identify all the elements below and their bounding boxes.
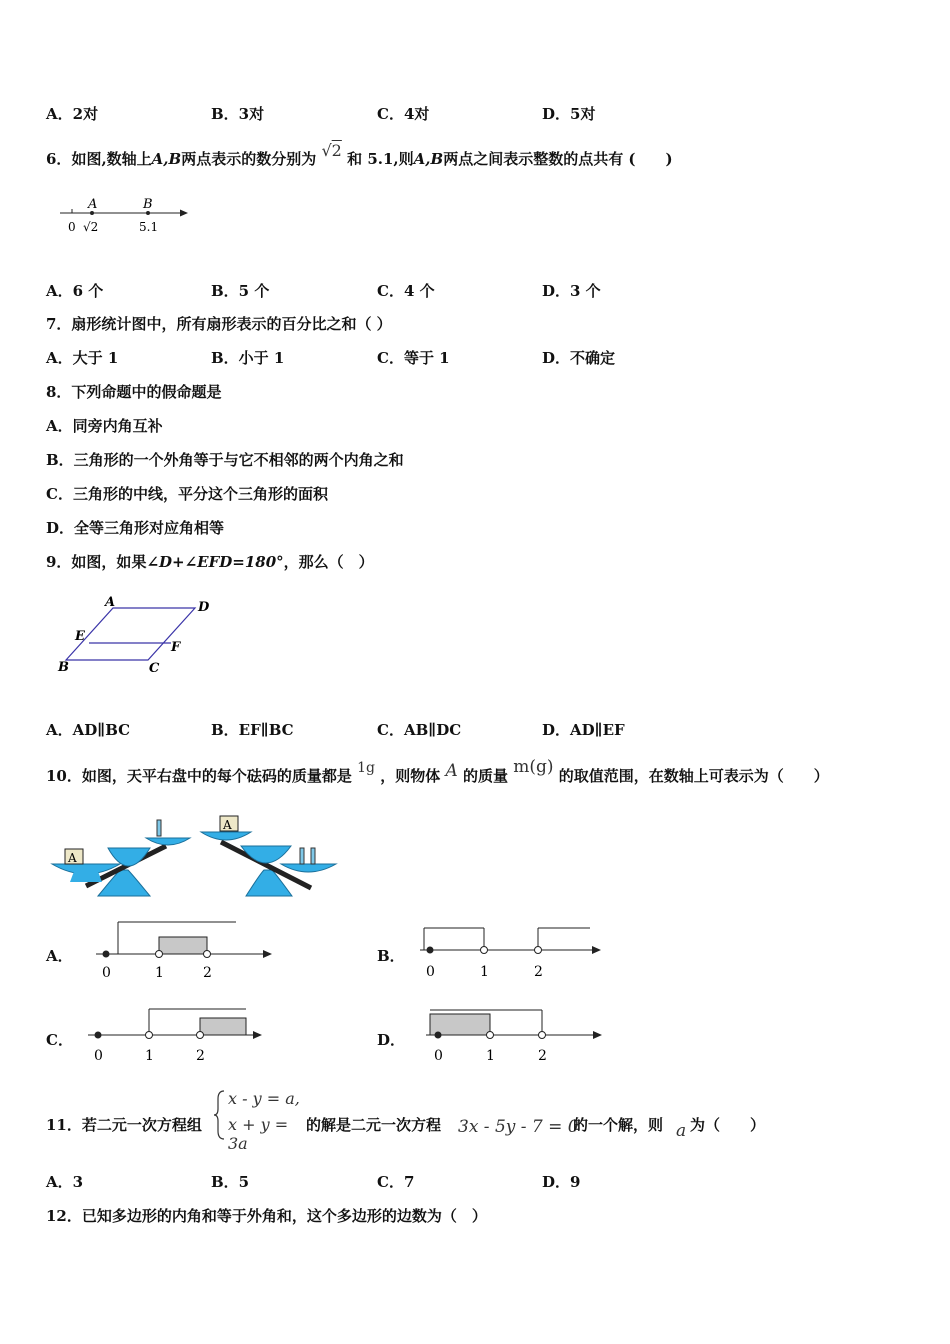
q11-equation-2: x + y = 3a xyxy=(228,1115,289,1153)
q6-text-post1: 和 5.1,则 xyxy=(347,150,414,168)
q10-b-tick-0: 0 xyxy=(426,964,435,980)
q6-text-pre: 如图,数轴上 xyxy=(71,150,152,168)
q6-label-a: A xyxy=(88,197,98,212)
q6-number-line-figure xyxy=(58,195,198,237)
q10-option-c-number-line xyxy=(88,1005,268,1069)
q11-question-pre: 11．若二元一次方程组 xyxy=(46,1116,202,1134)
q11-option-a: A．3 xyxy=(46,1173,84,1191)
q7-option-b: B．小于 1 xyxy=(211,349,285,367)
q10-right-weight-1 xyxy=(300,848,304,864)
q6-ab-2: A,B xyxy=(413,150,444,168)
q11-question-mid: 的解是二元一次方程 xyxy=(306,1116,442,1134)
q6-tick-label-5-1: 5.1 xyxy=(139,220,159,234)
q6-option-c: C．4 个 xyxy=(377,282,435,300)
q10-option-a: A． xyxy=(46,947,73,965)
q10-option-a-number-line xyxy=(96,917,278,987)
q6-tick-label-sqrt2: √2 xyxy=(83,220,99,234)
q5-option-b: B．3对 xyxy=(211,105,265,123)
q9-label-c: C xyxy=(149,661,160,676)
q8-option-d: D．全等三角形对应角相等 xyxy=(46,519,225,537)
q8-question: 8．下列命题中的假命题是 xyxy=(46,383,222,401)
q8-option-b: B．三角形的一个外角等于与它不相邻的两个内角之和 xyxy=(46,451,404,469)
q6-axis-arrow xyxy=(180,210,188,217)
q10-text-mid2: 的质量 xyxy=(463,767,509,785)
q6-ab: A,B xyxy=(151,150,182,168)
q10-d-tick-2: 2 xyxy=(538,1048,547,1064)
q10-b-tick-1: 1 xyxy=(480,964,489,980)
q10-right-weight-2 xyxy=(311,848,315,864)
q10-option-d: D． xyxy=(377,1031,406,1049)
q11-equation-system xyxy=(212,1089,302,1153)
q10-c-tick-0: 0 xyxy=(94,1048,103,1064)
q8-option-c: C．三角形的中线，平分这个三角形的面积 xyxy=(46,485,328,503)
q6-question xyxy=(46,141,673,169)
q9-text-pre: 9．如图，如果 xyxy=(46,553,147,571)
q7-option-d: D．不确定 xyxy=(542,349,616,367)
q12-question: 12．已知多边形的内角和等于外角和，这个多边形的边数为（ ） xyxy=(46,1207,487,1225)
q9-expression: ∠D+∠EFD=180° xyxy=(146,553,284,571)
q9-label-e: E xyxy=(75,629,85,644)
q11-brace xyxy=(212,1089,226,1141)
q10-d-tick-1: 1 xyxy=(486,1048,495,1064)
q9-option-b: B．EF∥BC xyxy=(211,721,294,739)
q6-text-post2: 两点之间表示整数的点共有 ( ) xyxy=(443,150,673,168)
q10-option-c: C． xyxy=(46,1031,73,1049)
q9-option-c: C．AB∥DC xyxy=(377,721,462,739)
q9-option-a: A．AD∥BC xyxy=(46,721,131,739)
q6-tick-label-0: 0 xyxy=(68,220,76,234)
q10-text-pre: 10．如图，天平右盘中的每个砝码的质量都是 xyxy=(46,767,352,785)
q10-a-tick-1: 1 xyxy=(155,965,164,981)
q10-option-b-number-line xyxy=(420,922,605,988)
q10-left-weight xyxy=(157,820,161,836)
q10-option-b: B． xyxy=(377,947,405,965)
q9-parallelogram-figure xyxy=(55,592,225,684)
q9-label-d: D xyxy=(198,600,210,615)
q7-option-a: A．大于 1 xyxy=(46,349,119,367)
q11-option-d: D．9 xyxy=(542,1173,581,1191)
q6-option-d: D．3 个 xyxy=(542,282,601,300)
q11-variable-a: a xyxy=(676,1121,687,1141)
q10-text-post: 的取值范围，在数轴上可表示为（ ） xyxy=(558,767,829,785)
q11-equation-3: 3x - 5y - 7 = 0 xyxy=(458,1117,579,1137)
q10-d-tick-0: 0 xyxy=(434,1048,443,1064)
q11-question-post: 的一个解，则 xyxy=(573,1116,664,1134)
q11-option-b: B．5 xyxy=(211,1173,250,1191)
q10-c-tick-1: 1 xyxy=(145,1048,154,1064)
q10-a-tick-0: 0 xyxy=(102,965,111,981)
q7-question: 7．扇形统计图中，所有扇形表示的百分比之和（ ） xyxy=(46,315,392,333)
q11-option-c: C．7 xyxy=(377,1173,415,1191)
q6-label-b: B xyxy=(143,197,153,212)
q6-option-b: B．5 个 xyxy=(211,282,270,300)
q6-option-a: A．6 个 xyxy=(46,282,104,300)
q10-balance-left xyxy=(52,820,190,896)
q8-option-a: A．同旁内角互补 xyxy=(46,417,163,435)
q6-sqrt2-value: 2 xyxy=(331,141,342,160)
q10-b-tick-2: 2 xyxy=(534,964,543,980)
q9-question xyxy=(46,551,374,572)
q10-mass: m(g) xyxy=(513,757,554,777)
q10-object: A xyxy=(445,761,458,781)
q10-option-d-number-line xyxy=(426,1008,606,1070)
q6-text-mid: 两点表示的数分别为 xyxy=(181,150,317,168)
q9-text-post: ，那么（ ） xyxy=(283,553,374,571)
q10-question xyxy=(46,757,829,786)
q10-unit: 1g xyxy=(357,760,375,776)
q10-text-mid1: ，则物体 xyxy=(380,767,441,785)
q9-label-a: A xyxy=(105,595,116,610)
q6-number: 6． xyxy=(46,150,72,168)
q9-label-f: F xyxy=(171,640,181,655)
q5-option-a: A．2对 xyxy=(46,105,99,123)
q10-c-tick-2: 2 xyxy=(196,1048,205,1064)
q11-question-tail: 为（ ） xyxy=(690,1116,766,1134)
q10-balance-scales-figure xyxy=(46,812,341,902)
q9-label-b: B xyxy=(58,660,69,675)
q10-right-object-label: A xyxy=(223,818,232,832)
q7-option-c: C．等于 1 xyxy=(377,349,450,367)
q10-left-object-label: A xyxy=(68,851,77,865)
q5-option-c: C．4对 xyxy=(377,105,430,123)
q9-option-d: D．AD∥EF xyxy=(542,721,625,739)
q5-option-d: D．5对 xyxy=(542,105,596,123)
q10-balance-right xyxy=(201,816,336,896)
q11-equation-1: x - y = a, xyxy=(228,1089,300,1108)
q10-a-tick-2: 2 xyxy=(203,965,212,981)
q6-sqrt2: √2 xyxy=(321,141,342,160)
